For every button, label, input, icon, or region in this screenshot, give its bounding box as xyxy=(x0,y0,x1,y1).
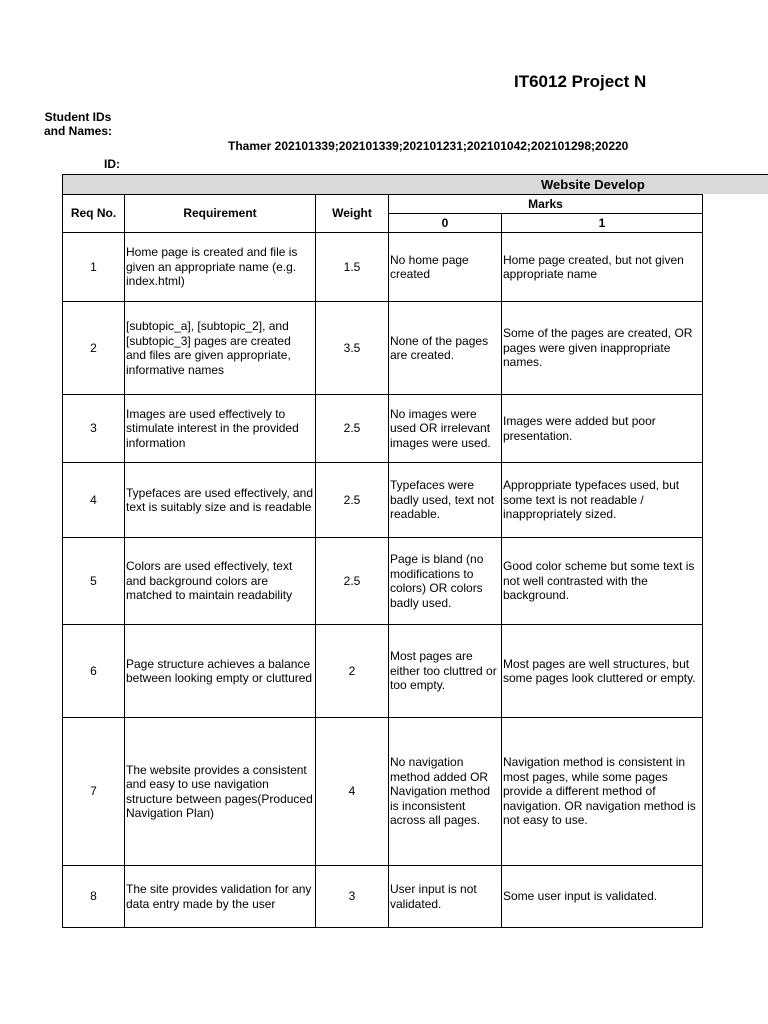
requirement-text: [subtopic_a], [subtopic_2], and [subtopic_3] pages are created and files are given appropriate, informative names xyxy=(125,302,316,395)
requirement-text: The site provides validation for any data entry made by the user xyxy=(125,866,316,928)
weight-value: 3 xyxy=(316,866,389,928)
mark-0-criteria: No images were used OR irrelevant images were used. xyxy=(389,395,502,463)
mark-1-criteria: Navigation method is consistent in most pages, while some pages provide a different method of navigation. OR navigation method is not easy to use. xyxy=(502,718,703,866)
mark-1-criteria: Some of the pages are created, OR pages were given inappropriate names. xyxy=(502,302,703,395)
student-ids-value: Thamer 202101339;202101339;202101231;202101042;202101298;20220 xyxy=(228,139,629,153)
mark-0-criteria: Most pages are either too cluttred or too empty. xyxy=(389,625,502,718)
req-number: 1 xyxy=(63,233,125,302)
req-number: 8 xyxy=(63,866,125,928)
req-number: 7 xyxy=(63,718,125,866)
req-number: 5 xyxy=(63,538,125,625)
weight-value: 4 xyxy=(316,718,389,866)
weight-value: 2.5 xyxy=(316,538,389,625)
weight-value: 3.5 xyxy=(316,302,389,395)
req-number: 6 xyxy=(63,625,125,718)
mark-1-criteria: Approppriate typefaces used, but some text is not readable / inappropriately sized. xyxy=(502,463,703,538)
req-number: 3 xyxy=(63,395,125,463)
mark-0-criteria: Page is bland (no modifications to colors) OR colors badly used. xyxy=(389,538,502,625)
table-row xyxy=(63,625,703,718)
header-req-no: Req No. xyxy=(63,195,125,233)
table-row xyxy=(63,233,703,302)
mark-0-criteria: No home page created xyxy=(389,233,502,302)
mark-0-criteria: User input is not validated. xyxy=(389,866,502,928)
weight-value: 2.5 xyxy=(316,463,389,538)
requirement-text: Colors are used effectively, text and background colors are matched to maintain readability xyxy=(125,538,316,625)
table-row xyxy=(63,866,703,928)
table-row xyxy=(63,718,703,866)
table-row xyxy=(63,463,703,538)
student-ids-label: Student IDs and Names: xyxy=(43,110,113,138)
weight-value: 2 xyxy=(316,625,389,718)
table-row xyxy=(63,395,703,463)
header-requirement: Requirement xyxy=(125,195,316,233)
mark-1-criteria: Most pages are well structures, but some pages look cluttered or empty. xyxy=(502,625,703,718)
table-row xyxy=(63,538,703,625)
weight-value: 1.5 xyxy=(316,233,389,302)
header-marks: Marks xyxy=(389,195,703,214)
rubric-table-container xyxy=(62,194,696,930)
mark-1-criteria: Good color scheme but some text is not well contrasted with the background. xyxy=(502,538,703,625)
mark-1-criteria: Images were added but poor presentation. xyxy=(502,395,703,463)
requirement-text: The website provides a consistent and easy to use navigation structure between pages(Produced Navigation Plan) xyxy=(125,718,316,866)
requirement-text: Page structure achieves a balance between looking empty or cluttured xyxy=(125,625,316,718)
requirement-text: Images are used effectively to stimulate interest in the provided information xyxy=(125,395,316,463)
document-title: IT6012 Project N xyxy=(514,72,647,91)
weight-value: 2.5 xyxy=(316,395,389,463)
requirement-text: Typefaces are used effectively, and text is suitably size and is readable xyxy=(125,463,316,538)
header-weight: Weight xyxy=(316,195,389,233)
requirement-text: Home page is created and file is given an appropriate name (e.g. index.html) xyxy=(125,233,316,302)
header-mark-1: 1 xyxy=(502,214,703,233)
mark-0-criteria: None of the pages are created. xyxy=(389,302,502,395)
section-header-bar xyxy=(62,174,768,194)
header-mark-0: 0 xyxy=(389,214,502,233)
mark-1-criteria: Home page created, but not given appropriate name xyxy=(502,233,703,302)
table-row xyxy=(63,302,703,395)
req-number: 4 xyxy=(63,463,125,538)
id-label: ID: xyxy=(104,157,120,171)
rubric-table xyxy=(62,194,703,928)
mark-1-criteria: Some user input is validated. xyxy=(502,866,703,928)
req-number: 2 xyxy=(63,302,125,395)
mark-0-criteria: Typefaces were badly used, text not readable. xyxy=(389,463,502,538)
mark-0-criteria: No navigation method added OR Navigation method is inconsistent across all pages. xyxy=(389,718,502,866)
section-title: Website Develop xyxy=(541,177,645,192)
